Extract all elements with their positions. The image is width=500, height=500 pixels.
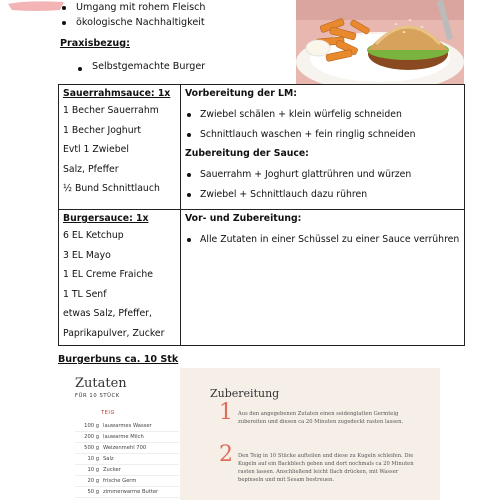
list-item: Selbstgemachte Burger (76, 61, 205, 72)
step-text: Den Teig in 10 Stücke aufteilen und diese zu Kugeln schleifen. Die Kugeln auf ein Backblech geben und dort nochmals ca 20 Minuten rasten lassen. Anschließend leicht flach drücken, mit Wasser bepinseln und mit Sesam bestreuen. (238, 453, 414, 483)
step: Schnittlauch waschen + fein ringlig schneiden (185, 129, 460, 141)
buns-heading: Burgerbuns ca. 10 Stk (58, 354, 179, 365)
ingredient-qty: 10 g (87, 456, 99, 462)
step: Zwiebel schälen + klein würfelig schneiden (185, 109, 460, 121)
table-row (59, 210, 465, 346)
ingredient-row (75, 476, 179, 487)
ingredient-row (75, 421, 179, 432)
step-text: Aus den angegebenen Zutaten einen seidenglatten Germteig zubereiten und diesen ca 20 Minuten zugedeckt rasten lassen. (238, 411, 404, 425)
ingredient: 3 EL Mayo (63, 249, 111, 261)
step: Alle Zutaten in einer Schüssel zu einer Sauce verrühren (185, 234, 460, 246)
ingredient: ½ Bund Schnittlauch (63, 183, 160, 194)
step-number: 1 (219, 400, 233, 425)
ingredient: 6 EL Ketchup (63, 230, 124, 241)
ingredient: Paprikapulver, Zucker (63, 327, 165, 339)
ingredient: 1 EL Creme Fraiche (63, 269, 153, 280)
zubereitung-title: Zubereitung (210, 387, 280, 400)
ingredient: Salz, Pfeffer (63, 163, 119, 175)
ingredient-name: Weizenmehl 700 (103, 445, 147, 451)
ingredient-qty: 100 g (84, 423, 99, 429)
sauerrahm-heading: Sauerrahmsauce: 1x (63, 88, 171, 99)
burgersauce-steps (181, 210, 465, 346)
ingredient: 1 Becher Sauerrahm (63, 105, 159, 116)
ingredient-qty: 500 g (84, 445, 99, 451)
recipe-table (58, 84, 465, 346)
ingredient-row (75, 465, 179, 476)
ingredient-row (75, 432, 179, 443)
ingredient-qty: 200 g (84, 434, 99, 440)
ingredient: Evtl 1 Zwiebel (63, 144, 129, 155)
list-item: ökologische Nachhaltigkeit (60, 15, 205, 30)
zutaten-subtitle: FÜR 10 STÜCK (75, 393, 120, 399)
ingredient-name: frische Germ (103, 478, 137, 484)
ingredient-name: lauwarme Milch (103, 434, 144, 440)
burgersauce-heading: Burgersauce: 1x (63, 213, 149, 224)
ingredient-name: zimmerwarme Butter (103, 489, 159, 495)
decorative-brush-stroke (6, 0, 66, 20)
praxis-list (76, 61, 205, 72)
sauerrahm-ingredients (59, 85, 181, 210)
zutaten-title: Zutaten (75, 376, 127, 391)
step-number: 2 (219, 442, 233, 467)
sauce-heading: Zubereitung der Sauce: (185, 148, 309, 159)
step: Zwiebel + Schnittlauch dazu rühren (185, 189, 460, 201)
ingredient: 1 TL Senf (63, 288, 107, 300)
zutaten-group-label: TEIG (101, 410, 115, 416)
sauerrahm-steps (181, 85, 465, 210)
prep-heading: Vorbereitung der LM: (185, 88, 297, 99)
burger-photo (296, 0, 464, 84)
ingredient: 1 Becher Joghurt (63, 124, 142, 136)
step: Sauerrahm + Joghurt glattrühren und würzen (185, 169, 460, 181)
ingredient-name: lauwarmes Wasser (103, 423, 152, 429)
ingredient-row (75, 443, 179, 454)
ingredient-name: Salz (103, 456, 114, 462)
ingredient: etwas Salz, Pfeffer, (63, 308, 152, 319)
ingredient-qty: 50 g (87, 489, 99, 495)
ingredient-name: Zucker (103, 467, 121, 473)
intro-bullet-list (60, 0, 205, 30)
ingredient-row (75, 487, 179, 498)
praxis-heading: Praxisbezug: (60, 38, 130, 49)
ingredient-qty: 10 g (87, 467, 99, 473)
table-row (59, 85, 465, 210)
prep-heading: Vor- und Zubereitung: (185, 213, 302, 224)
ingredient-row (75, 454, 179, 465)
zutaten-panel (75, 368, 179, 500)
ingredient-qty: 20 g (87, 478, 99, 484)
list-item: Umgang mit rohem Fleisch (60, 0, 205, 15)
zubereitung-panel (180, 368, 440, 500)
burgersauce-ingredients (59, 210, 181, 346)
